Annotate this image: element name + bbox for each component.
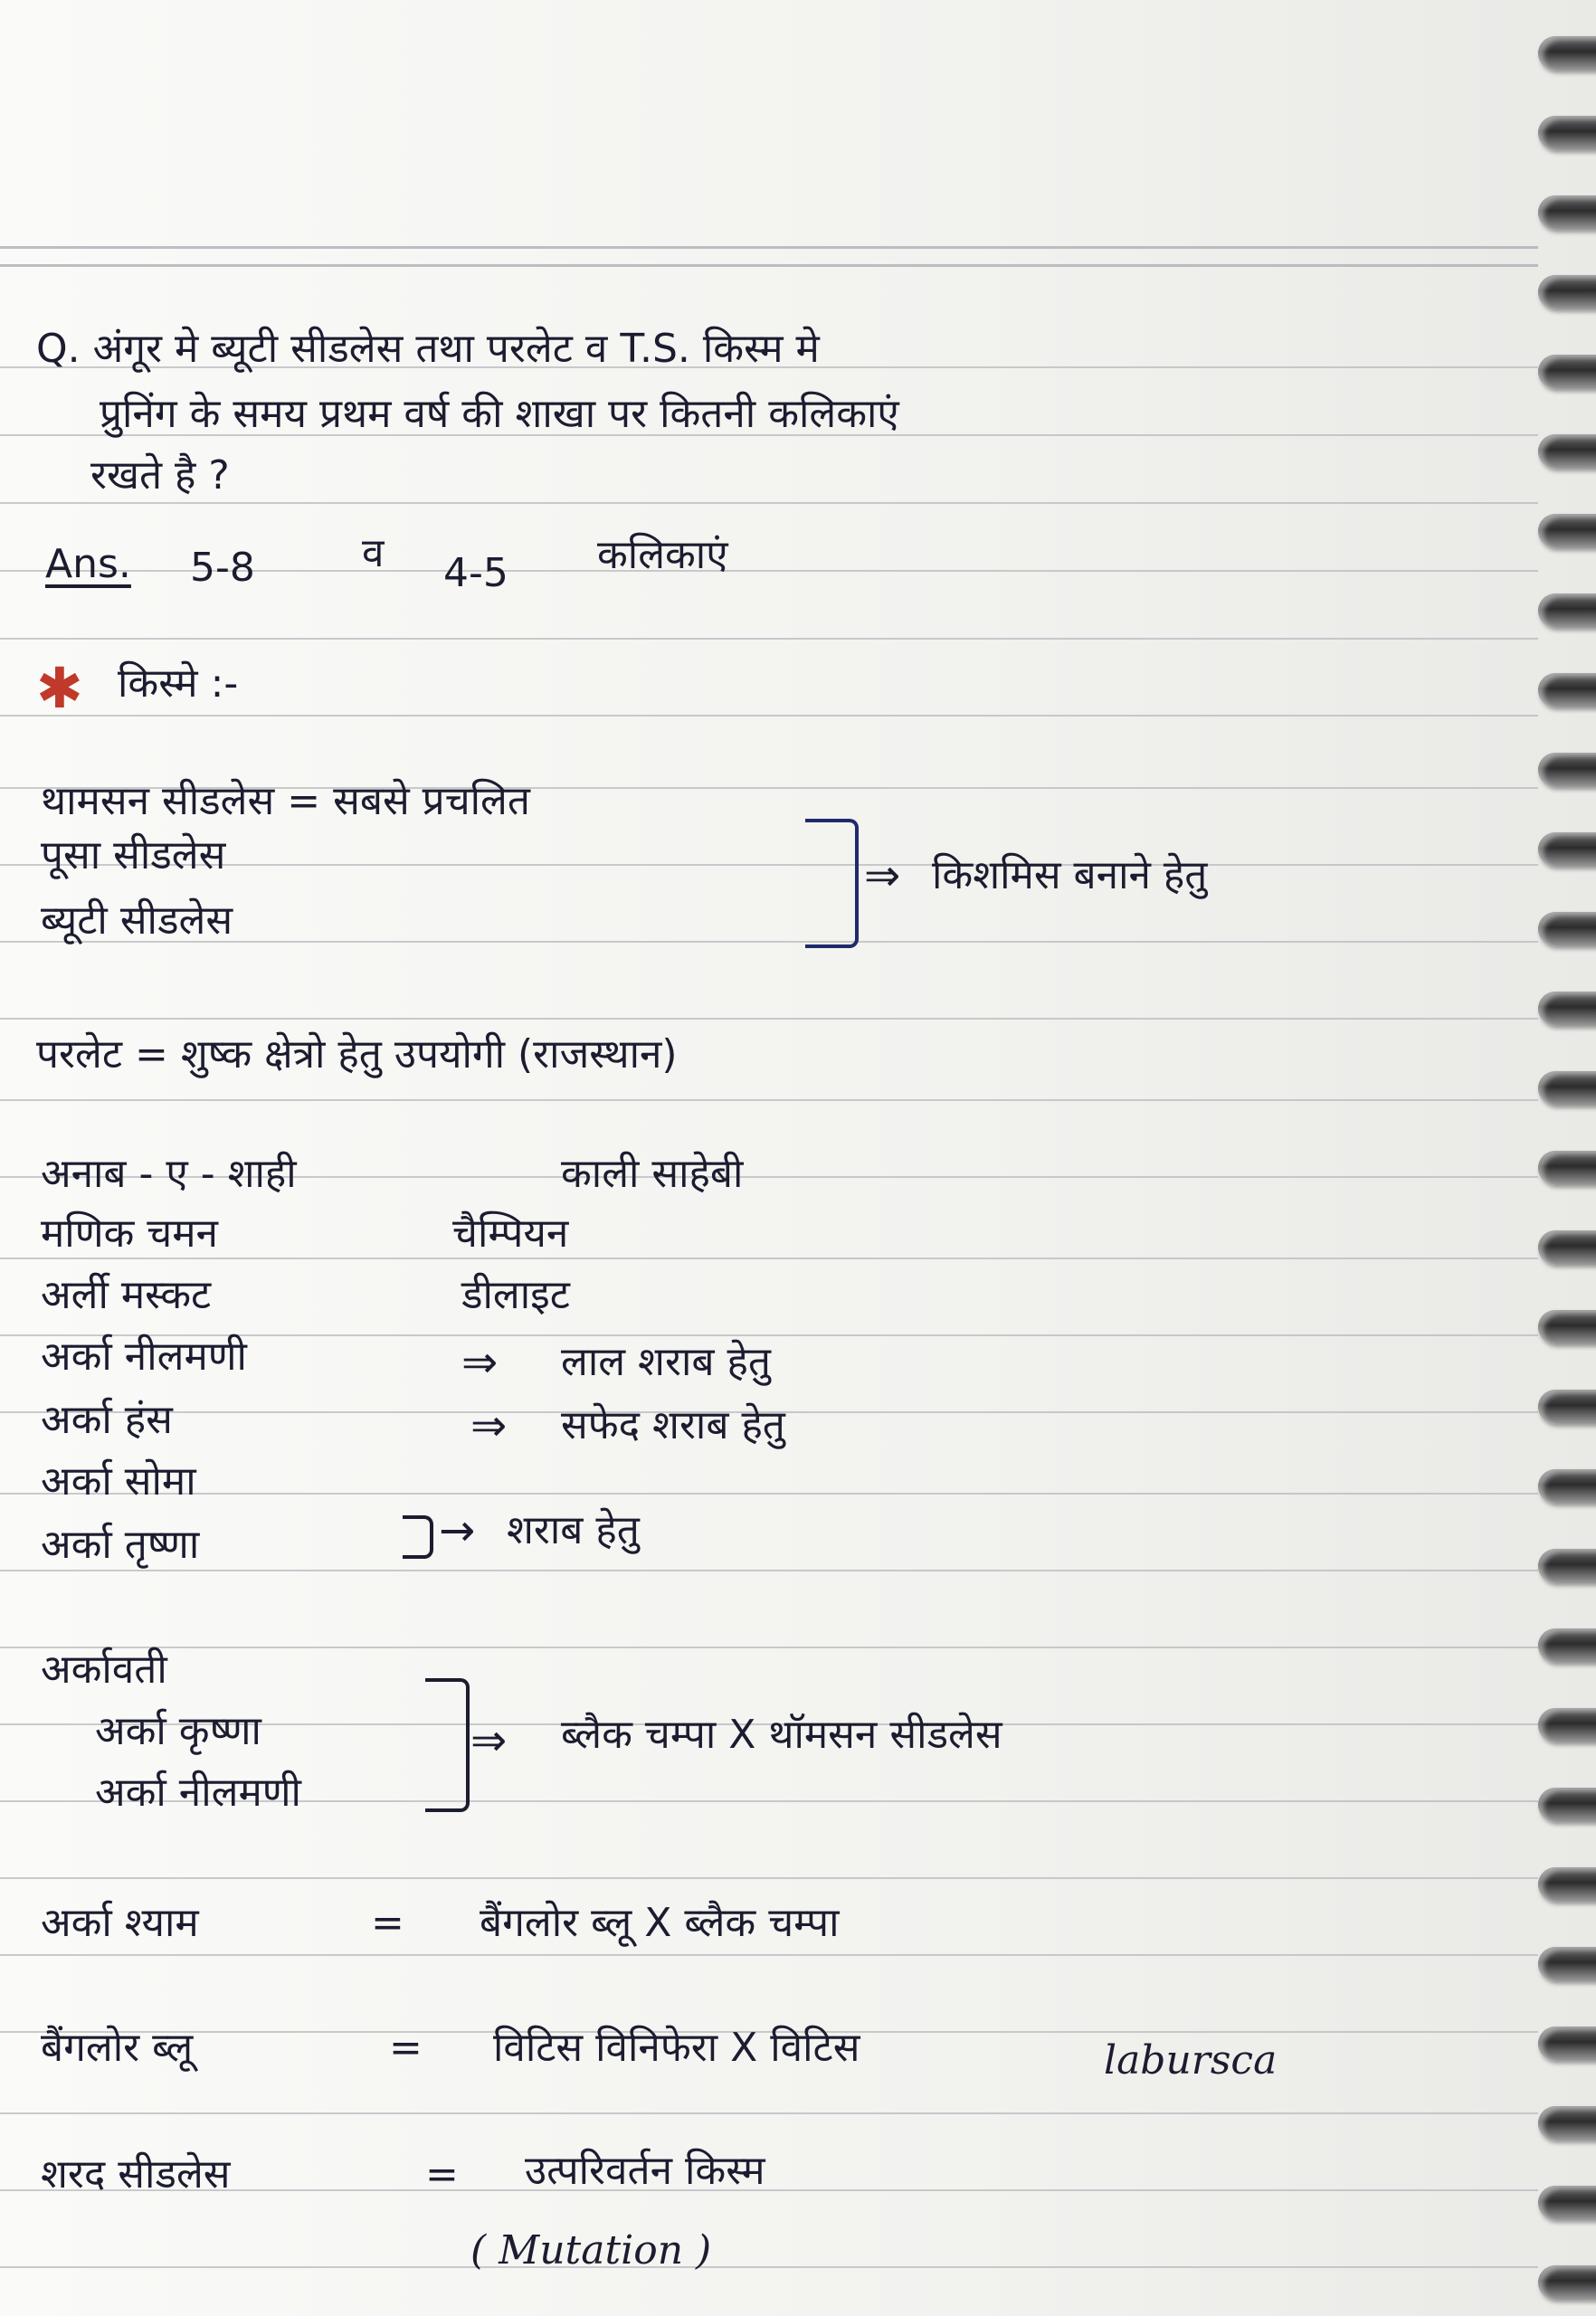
question-line-2: प्रुनिंग के समय प्रथम वर्ष की शाखा पर कितनी कलिकाएं bbox=[100, 391, 899, 437]
group1-purpose: किशमिस बनाने हेतु bbox=[932, 852, 1208, 898]
spiral-ring-icon bbox=[1538, 1867, 1596, 1902]
bangalore-blue-cross: विटिस विनिफेरा X विटिस bbox=[493, 2025, 860, 2071]
spiral-ring-icon bbox=[1538, 1788, 1596, 1822]
sharad-english: ( Mutation ) bbox=[470, 2227, 712, 2273]
spiral-ring-icon bbox=[1538, 753, 1596, 787]
answer-conjunction: व bbox=[362, 530, 385, 576]
variety-note: डीलाइट bbox=[461, 1272, 570, 1318]
variety-item: अर्कावती bbox=[41, 1647, 167, 1693]
spiral-ring-icon bbox=[1538, 1469, 1596, 1504]
answer-value-1: 5-8 bbox=[190, 545, 255, 591]
ruled-line bbox=[0, 1099, 1538, 1101]
spiral-ring-icon bbox=[1538, 36, 1596, 71]
spiral-ring-icon bbox=[1538, 1071, 1596, 1106]
variety-item: मणिक चमन bbox=[41, 1210, 218, 1257]
answer-value-2: 4-5 bbox=[443, 550, 508, 596]
spiral-ring-icon bbox=[1538, 195, 1596, 230]
ruled-line bbox=[0, 1570, 1538, 1571]
ruled-line bbox=[0, 1877, 1538, 1879]
answer-unit: कलिकाएं bbox=[597, 532, 728, 578]
spiral-binding bbox=[1515, 0, 1596, 2316]
bangalore-blue-name: बैंगलोर ब्लू bbox=[41, 2025, 194, 2071]
spiral-ring-icon bbox=[1538, 992, 1596, 1026]
bangalore-blue-latin: labursca bbox=[1104, 2037, 1278, 2083]
spiral-ring-icon bbox=[1538, 1151, 1596, 1185]
spiral-ring-icon bbox=[1538, 1230, 1596, 1265]
answer-label: Ans. bbox=[45, 541, 131, 587]
asterisk-icon: ✱ bbox=[36, 655, 83, 721]
ruled-line bbox=[0, 1018, 1538, 1020]
ruled-line bbox=[0, 502, 1538, 504]
question-line-1: Q. अंगूर मे ब्यूटी सीडलेस तथा परलेट व T.S. किस्म मे bbox=[36, 326, 820, 372]
spiral-ring-icon bbox=[1538, 1708, 1596, 1742]
perlette-line: परलेट = शुष्क क्षेत्रो हेतु उपयोगी (राजस्थान) bbox=[36, 1031, 678, 1077]
spiral-ring-icon bbox=[1538, 514, 1596, 548]
variety-item: अर्का कृष्णा bbox=[95, 1708, 261, 1754]
page-header-rule bbox=[0, 264, 1538, 267]
ruled-line bbox=[0, 715, 1538, 717]
ruled-line bbox=[0, 2112, 1538, 2114]
equals-sign: = bbox=[371, 1900, 404, 1946]
spiral-ring-icon bbox=[1538, 1390, 1596, 1424]
spiral-ring-icon bbox=[1538, 2106, 1596, 2140]
bracket bbox=[425, 1678, 470, 1812]
variety-item: पूसा सीडलेस bbox=[41, 832, 226, 878]
ruled-line bbox=[0, 1954, 1538, 1956]
bracket bbox=[805, 819, 859, 948]
ruled-line bbox=[0, 1647, 1538, 1648]
spiral-ring-icon bbox=[1538, 434, 1596, 469]
arrow-right-icon: → bbox=[439, 1505, 476, 1556]
spiral-ring-icon bbox=[1538, 2186, 1596, 2220]
arrow-right-icon: ⇒ bbox=[864, 850, 901, 901]
variety-item: अनाब - ए - शाही bbox=[41, 1151, 297, 1197]
variety-note: काली साहेबी bbox=[561, 1151, 744, 1197]
ruled-line bbox=[0, 864, 1538, 866]
spiral-ring-icon bbox=[1538, 2265, 1596, 2300]
spiral-ring-icon bbox=[1538, 2026, 1596, 2061]
equals-sign: = bbox=[425, 2151, 459, 2197]
variety-item: अर्का नीलमणी bbox=[95, 1770, 301, 1816]
arrow-right-icon: ⇒ bbox=[470, 1400, 508, 1451]
spiral-ring-icon bbox=[1538, 593, 1596, 628]
spiral-ring-icon bbox=[1538, 673, 1596, 707]
spiral-ring-icon bbox=[1538, 1628, 1596, 1663]
variety-note: लाल शराब हेतु bbox=[561, 1339, 771, 1385]
spiral-ring-icon bbox=[1538, 116, 1596, 150]
question-line-3: रखते है ? bbox=[90, 452, 230, 498]
variety-note: चैम्पियन bbox=[452, 1210, 569, 1257]
variety-item: अर्का सोमा bbox=[41, 1458, 196, 1504]
ruled-line bbox=[0, 2266, 1538, 2268]
sharad-name: शरद सीडलेस bbox=[41, 2151, 231, 2197]
arka-shyam-name: अर्का श्याम bbox=[41, 1900, 199, 1946]
variety-item: ब्यूटी सीडलेस bbox=[41, 897, 233, 944]
spiral-ring-icon bbox=[1538, 912, 1596, 946]
arka-shyam-cross: बैंगलोर ब्लू X ब्लैक चम्पा bbox=[480, 1900, 840, 1946]
variety-item: थामसन सीडलेस = सबसे प्रचलित bbox=[41, 778, 530, 824]
varieties-heading: किस्मे :- bbox=[118, 660, 239, 707]
spiral-ring-icon bbox=[1538, 1549, 1596, 1583]
sharad-value: उत्परिवर्तन किस्म bbox=[525, 2148, 765, 2194]
bracket bbox=[403, 1515, 433, 1559]
ruled-line bbox=[0, 2189, 1538, 2191]
spiral-ring-icon bbox=[1538, 1310, 1596, 1344]
variety-item: अर्का तृष्णा bbox=[41, 1522, 200, 1568]
variety-note: सफेद शराब हेतु bbox=[561, 1402, 785, 1448]
ruled-line bbox=[0, 638, 1538, 640]
group3-cross: ब्लैक चम्पा X थॉमसन सीडलेस bbox=[561, 1712, 1002, 1758]
spiral-ring-icon bbox=[1538, 355, 1596, 389]
ruled-line bbox=[0, 1258, 1538, 1259]
variety-item: अर्का हंस bbox=[41, 1397, 173, 1443]
variety-note: शराब हेतु bbox=[507, 1507, 640, 1553]
spiral-ring-icon bbox=[1538, 832, 1596, 867]
arrow-right-icon: ⇒ bbox=[461, 1337, 499, 1388]
arrow-right-icon: ⇒ bbox=[470, 1715, 508, 1766]
ruled-line bbox=[0, 1493, 1538, 1495]
variety-item: अर्ली मस्कट bbox=[41, 1272, 212, 1318]
page-header-rule bbox=[0, 246, 1538, 249]
equals-sign: = bbox=[389, 2025, 423, 2071]
spiral-ring-icon bbox=[1538, 1947, 1596, 1981]
variety-item: अर्का नीलमणी bbox=[41, 1334, 247, 1380]
spiral-ring-icon bbox=[1538, 275, 1596, 309]
